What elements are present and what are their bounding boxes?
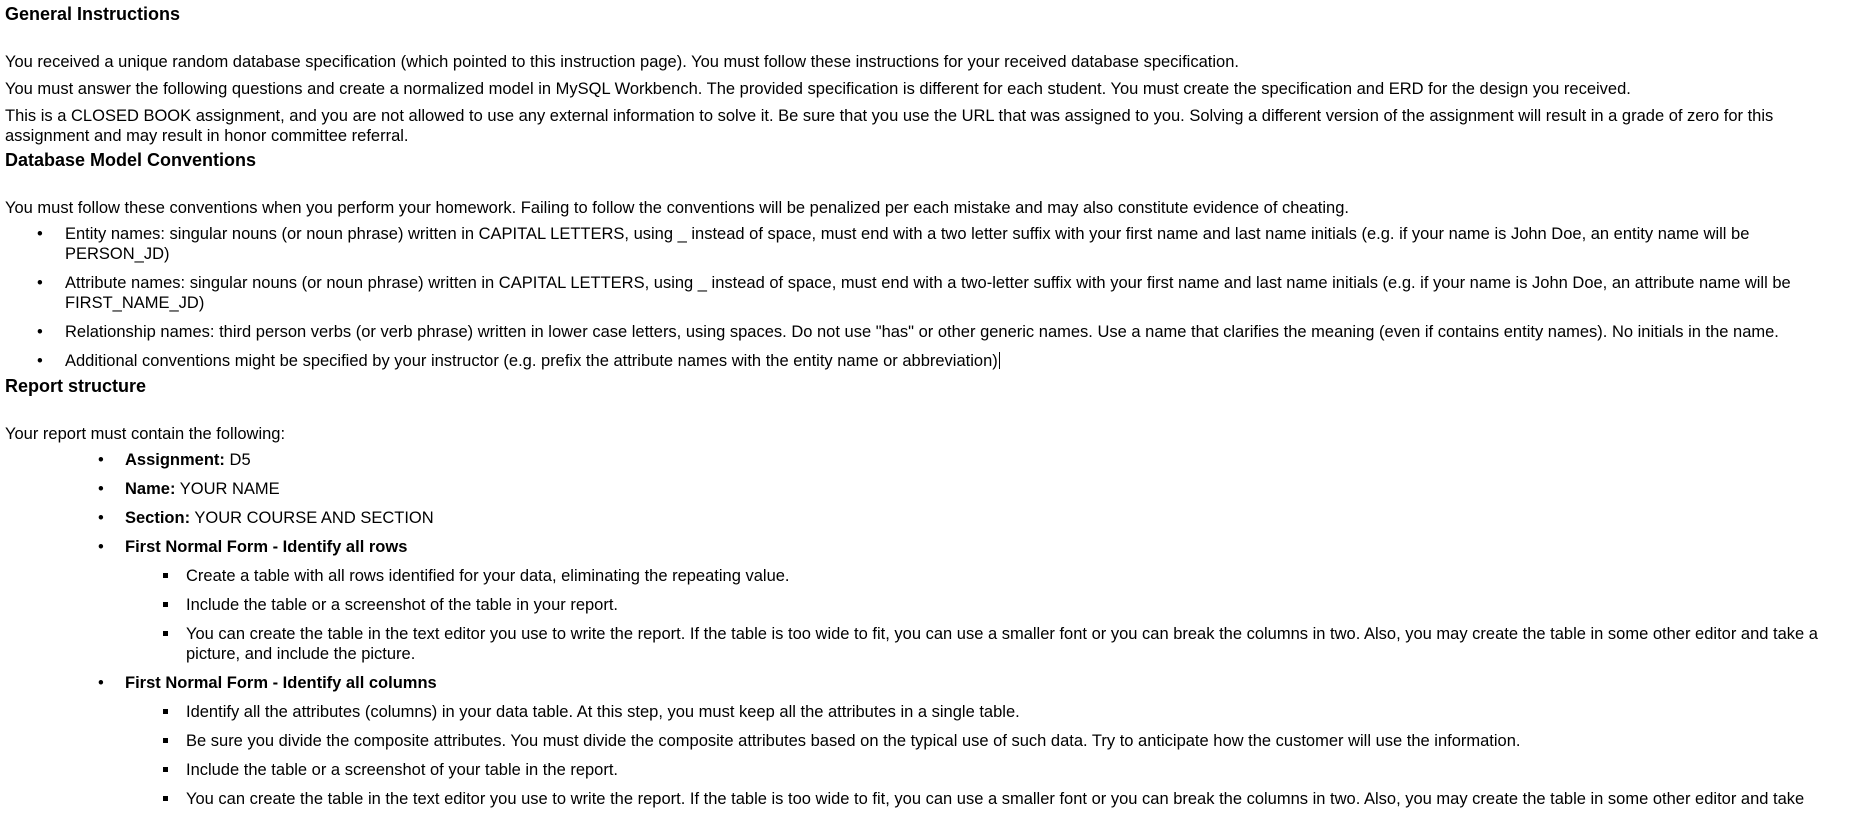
list-item: • Relationship names: third person verbs (or verb phrase) written in lower case letters, using spaces. Do not use "has" or other generic names. Use a name that clarifies the meaning (even if contains entity names). No initials in the name. [5,322,1843,342]
general-paragraph: This is a CLOSED BOOK assignment, and you are not allowed to use any external information to solve it. Be sure that you use the URL that was assigned to you. Solving a different version of the assignment will result in a grade of zero for this assignment and may result in honor committee referral. [5,107,1774,145]
report-item-1nf-columns [5,673,1848,809]
section-value: YOUR COURSE AND SECTION [194,509,434,527]
name-label: Name: [125,480,176,498]
general-instructions-heading: General Instructions [5,4,181,24]
text-cursor [999,352,1000,369]
list-item: Include the table or a screenshot of your table in the report. [125,760,1844,780]
conventions-heading: Database Model Conventions [5,150,257,170]
rows-title: First Normal Form - Identify all rows [125,538,408,556]
list-item: Be sure you divide the composite attributes. You must divide the composite attributes based on the typical use of such data. Try to anticipate how the customer will use the information. [125,731,1844,751]
conventions-intro: You must follow these conventions when you perform your homework. Failing to follow the conventions will be penalized per each mistake and may also constitute evidence of cheating. [5,199,1349,217]
report-item-name [5,479,1848,499]
list-item: You can create the table in the text editor you use to write the report. If the table is too wide to fit, you can use a smaller font or you can break the columns in two. Also, you may create the table in some other editor and take [125,789,1844,809]
list-item: Create a table with all rows identified for your data, eliminating the repeating value. [125,566,1844,586]
conventions-list [5,224,1848,371]
list-item: Include the table or a screenshot of the table in your report. [125,595,1844,615]
report-item-assignment [5,450,1848,470]
name-value: YOUR NAME [179,480,280,498]
assignment-label: Assignment: [125,451,225,469]
rows-sublist [125,566,1848,664]
list-item: You can create the table in the text editor you use to write the report. If the table is too wide to fit, you can use a smaller font or you can break the columns in two. Also, you may create the table in some other editor and take a picture, and include the picture. [125,624,1844,664]
general-paragraph: You must answer the following questions and create a normalized model in MySQL Workbench. The provided specification is different for each student. You must create the specification and ERD for the design you received. [5,80,1631,98]
list-item: • Entity names: singular nouns (or noun phrase) written in CAPITAL LETTERS, using _ instead of space, must end with a two letter suffix with your first name and last name initials (e.g. if your name is John Doe, an entity name will be PERSON_JD) [5,224,1843,264]
report-structure-heading: Report structure [5,376,147,396]
assignment-value: D5 [229,451,251,469]
list-item: Identify all the attributes (columns) in your data table. At this step, you must keep all the attributes in a single table. [125,702,1844,722]
section-label: Section: [125,509,191,527]
report-item-1nf-rows [5,537,1848,664]
list-item: • Attribute names: singular nouns (or noun phrase) written in CAPITAL LETTERS, using _ instead of space, must end with a two-letter suffix with your first name and last name initials (e.g. if your name is John Doe, an attribute name will be FIRST_NAME_JD) [5,273,1843,313]
columns-sublist [125,702,1848,809]
list-item-text: Additional conventions might be specified by your instructor (e.g. prefix the attribute names with the entity name or abbreviation) [65,352,998,370]
list-item [5,351,1843,371]
report-intro: Your report must contain the following: [5,425,286,443]
report-list [5,450,1848,809]
columns-title: First Normal Form - Identify all columns [125,674,437,692]
report-item-section [5,508,1848,528]
general-paragraph: You received a unique random database specification (which pointed to this instruction page). You must follow these instructions for your received database specification. [5,53,1239,71]
